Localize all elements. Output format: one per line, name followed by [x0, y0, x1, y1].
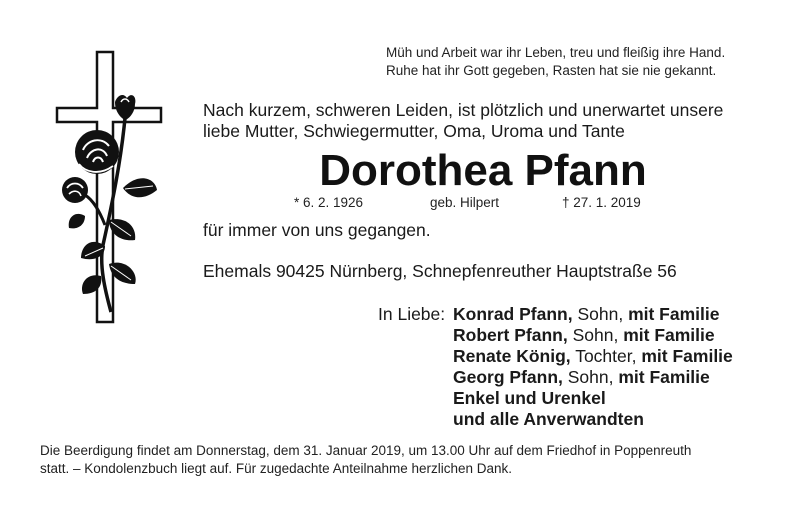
cross-with-roses-icon	[55, 50, 165, 325]
mourner-suffix: mit Familie	[628, 304, 720, 324]
deceased-name: Dorothea Pfann	[319, 146, 647, 195]
mourner-item	[453, 367, 733, 388]
maiden-name: geb. Hilpert	[430, 195, 500, 210]
mourner-relation: Sohn,	[562, 367, 619, 387]
intro-text	[203, 100, 763, 142]
in-love-label: In Liebe:	[378, 304, 446, 324]
mourner-name: Konrad Pfann,	[453, 304, 573, 324]
mourner-name: Robert Pfann,	[453, 325, 568, 345]
mourner-item	[453, 325, 733, 346]
funeral-info-line-1: Die Beerdigung findet am Donnerstag, dem 31. Januar 2019, um 13.00 Uhr auf dem Friedhof in Poppenreuth	[40, 443, 692, 458]
mourner-name: Renate König,	[453, 346, 571, 366]
former-address: Ehemals 90425 Nürnberg, Schnepfenreuther Hauptstraße 56	[203, 261, 677, 281]
mourner-relation: Tochter,	[570, 346, 642, 366]
mourner-item	[453, 388, 733, 409]
mourner-relation: Sohn,	[567, 325, 624, 345]
mourners-list	[453, 304, 733, 430]
mourner-item	[453, 409, 733, 430]
mourner-relation: Sohn,	[572, 304, 629, 324]
mourner-suffix: mit Familie	[641, 346, 733, 366]
birth-date: * 6. 2. 1926	[294, 195, 364, 210]
mourner-name: und alle Anverwandten	[453, 409, 644, 429]
death-date: † 27. 1. 2019	[562, 195, 641, 210]
mourner-item	[453, 304, 733, 325]
mourner-name: Enkel und Urenkel	[453, 388, 606, 408]
mourner-suffix: mit Familie	[618, 367, 710, 387]
motto-line-2: Ruhe hat ihr Gott gegeben, Rasten hat sie nie gekannt.	[386, 63, 717, 78]
funeral-info	[40, 442, 780, 478]
funeral-info-line-2: statt. – Kondolenzbuch liegt auf. Für zugedachte Anteilnahme herzlichen Dank.	[40, 461, 513, 476]
mourner-name: Georg Pfann,	[453, 367, 563, 387]
mourner-item	[453, 346, 733, 367]
intro-line-2: liebe Mutter, Schwiegermutter, Oma, Uroma und Tante	[203, 121, 625, 141]
motto-line-1: Müh und Arbeit war ihr Leben, treu und fleißig ihre Hand.	[386, 45, 726, 60]
motto-verse	[386, 44, 766, 80]
mourner-suffix: mit Familie	[623, 325, 715, 345]
intro-line-1: Nach kurzem, schweren Leiden, ist plötzlich und unerwartet unsere	[203, 100, 724, 120]
passed-away-text: für immer von uns gegangen.	[203, 220, 431, 240]
